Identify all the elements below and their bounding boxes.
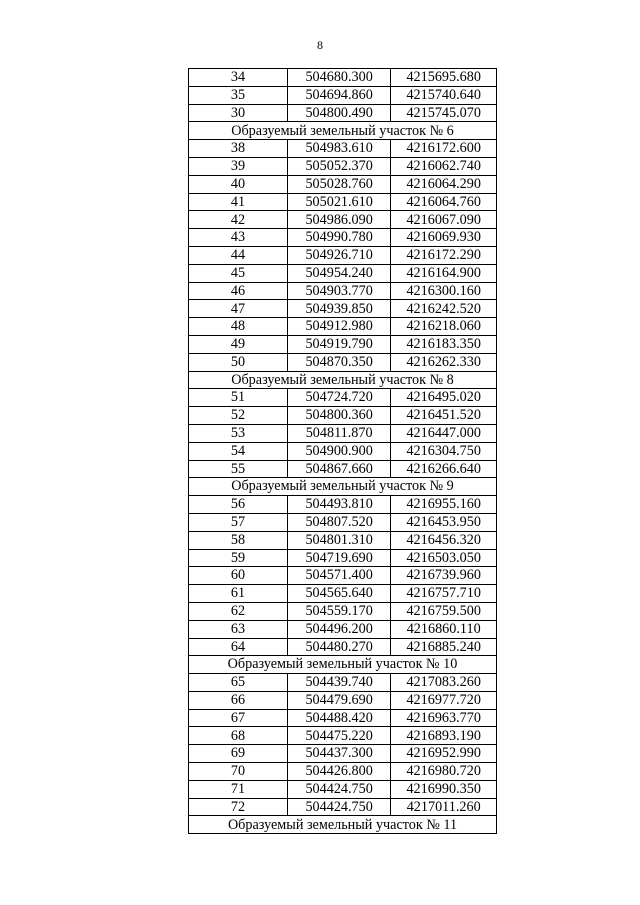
x-coordinate-cell: 504680.300 xyxy=(287,69,391,87)
y-coordinate-cell: 4216172.290 xyxy=(391,246,497,264)
section-header-row xyxy=(189,816,497,834)
x-coordinate-cell: 504571.400 xyxy=(287,567,391,585)
x-coordinate-cell: 504912.980 xyxy=(287,318,391,336)
section-header-row xyxy=(189,478,497,496)
y-coordinate-cell: 4216304.750 xyxy=(391,442,497,460)
table-row xyxy=(189,318,497,336)
point-number-cell: 64 xyxy=(189,638,288,656)
point-number-cell: 72 xyxy=(189,798,288,816)
x-coordinate-cell: 504479.690 xyxy=(287,691,391,709)
x-coordinate-cell: 504719.690 xyxy=(287,549,391,567)
y-coordinate-cell: 4215740.640 xyxy=(391,86,497,104)
y-coordinate-cell: 4216069.930 xyxy=(391,229,497,247)
point-number-cell: 40 xyxy=(189,175,288,193)
point-number-cell: 56 xyxy=(189,496,288,514)
section-title: Образуемый земельный участок № 9 xyxy=(189,478,497,496)
y-coordinate-cell: 4216495.020 xyxy=(391,389,497,407)
table-row xyxy=(189,300,497,318)
point-number-cell: 66 xyxy=(189,691,288,709)
table-row xyxy=(189,442,497,460)
y-coordinate-cell: 4217011.260 xyxy=(391,798,497,816)
point-number-cell: 60 xyxy=(189,567,288,585)
table-row xyxy=(189,424,497,442)
table-row xyxy=(189,229,497,247)
table-row xyxy=(189,69,497,87)
x-coordinate-cell: 504496.200 xyxy=(287,620,391,638)
point-number-cell: 47 xyxy=(189,300,288,318)
y-coordinate-cell: 4216062.740 xyxy=(391,157,497,175)
section-header-row xyxy=(189,371,497,389)
table-row xyxy=(189,602,497,620)
y-coordinate-cell: 4216447.000 xyxy=(391,424,497,442)
point-number-cell: 52 xyxy=(189,407,288,425)
y-coordinate-cell: 4216453.950 xyxy=(391,513,497,531)
x-coordinate-cell: 504424.750 xyxy=(287,798,391,816)
x-coordinate-cell: 504990.780 xyxy=(287,229,391,247)
point-number-cell: 62 xyxy=(189,602,288,620)
table-row xyxy=(189,513,497,531)
point-number-cell: 43 xyxy=(189,229,288,247)
y-coordinate-cell: 4216064.290 xyxy=(391,175,497,193)
table-row xyxy=(189,531,497,549)
table-row xyxy=(189,282,497,300)
point-number-cell: 44 xyxy=(189,246,288,264)
x-coordinate-cell: 504426.800 xyxy=(287,763,391,781)
x-coordinate-cell: 504983.610 xyxy=(287,140,391,158)
table-row xyxy=(189,264,497,282)
x-coordinate-cell: 504900.900 xyxy=(287,442,391,460)
y-coordinate-cell: 4216759.500 xyxy=(391,602,497,620)
table-row xyxy=(189,638,497,656)
table-row xyxy=(189,691,497,709)
point-number-cell: 45 xyxy=(189,264,288,282)
y-coordinate-cell: 4216172.600 xyxy=(391,140,497,158)
section-title: Образуемый земельный участок № 11 xyxy=(189,816,497,834)
point-number-cell: 53 xyxy=(189,424,288,442)
table-row xyxy=(189,460,497,478)
x-coordinate-cell: 504811.870 xyxy=(287,424,391,442)
y-coordinate-cell: 4216739.960 xyxy=(391,567,497,585)
point-number-cell: 49 xyxy=(189,335,288,353)
point-number-cell: 63 xyxy=(189,620,288,638)
y-coordinate-cell: 4216242.520 xyxy=(391,300,497,318)
x-coordinate-cell: 504926.710 xyxy=(287,246,391,264)
table-row xyxy=(189,620,497,638)
x-coordinate-cell: 504493.810 xyxy=(287,496,391,514)
section-header-row xyxy=(189,122,497,140)
point-number-cell: 50 xyxy=(189,353,288,371)
y-coordinate-cell: 4216218.060 xyxy=(391,318,497,336)
x-coordinate-cell: 504807.520 xyxy=(287,513,391,531)
x-coordinate-cell: 504559.170 xyxy=(287,602,391,620)
y-coordinate-cell: 4216952.990 xyxy=(391,745,497,763)
section-header-row xyxy=(189,656,497,674)
y-coordinate-cell: 4216183.350 xyxy=(391,335,497,353)
table-row xyxy=(189,353,497,371)
y-coordinate-cell: 4216757.710 xyxy=(391,585,497,603)
point-number-cell: 34 xyxy=(189,69,288,87)
table-row xyxy=(189,709,497,727)
y-coordinate-cell: 4216885.240 xyxy=(391,638,497,656)
y-coordinate-cell: 4216963.770 xyxy=(391,709,497,727)
page-number: 8 xyxy=(317,38,323,52)
point-number-cell: 46 xyxy=(189,282,288,300)
y-coordinate-cell: 4216164.900 xyxy=(391,264,497,282)
x-coordinate-cell: 504565.640 xyxy=(287,585,391,603)
table-row xyxy=(189,727,497,745)
y-coordinate-cell: 4216860.110 xyxy=(391,620,497,638)
x-coordinate-cell: 504480.270 xyxy=(287,638,391,656)
table-row xyxy=(189,335,497,353)
point-number-cell: 54 xyxy=(189,442,288,460)
point-number-cell: 41 xyxy=(189,193,288,211)
point-number-cell: 38 xyxy=(189,140,288,158)
point-number-cell: 48 xyxy=(189,318,288,336)
y-coordinate-cell: 4216266.640 xyxy=(391,460,497,478)
table-row xyxy=(189,175,497,193)
table-row xyxy=(189,211,497,229)
table-row xyxy=(189,585,497,603)
y-coordinate-cell: 4216064.760 xyxy=(391,193,497,211)
point-number-cell: 70 xyxy=(189,763,288,781)
y-coordinate-cell: 4216456.320 xyxy=(391,531,497,549)
y-coordinate-cell: 4215695.680 xyxy=(391,69,497,87)
x-coordinate-cell: 504439.740 xyxy=(287,674,391,692)
table-row xyxy=(189,140,497,158)
table-row xyxy=(189,407,497,425)
x-coordinate-cell: 504800.490 xyxy=(287,104,391,122)
x-coordinate-cell: 505021.610 xyxy=(287,193,391,211)
y-coordinate-cell: 4216503.050 xyxy=(391,549,497,567)
table-row xyxy=(189,389,497,407)
y-coordinate-cell: 4216977.720 xyxy=(391,691,497,709)
point-number-cell: 61 xyxy=(189,585,288,603)
point-number-cell: 65 xyxy=(189,674,288,692)
y-coordinate-cell: 4216300.160 xyxy=(391,282,497,300)
x-coordinate-cell: 504870.350 xyxy=(287,353,391,371)
y-coordinate-cell: 4217083.260 xyxy=(391,674,497,692)
point-number-cell: 51 xyxy=(189,389,288,407)
y-coordinate-cell: 4216955.160 xyxy=(391,496,497,514)
table-row xyxy=(189,549,497,567)
x-coordinate-cell: 504475.220 xyxy=(287,727,391,745)
point-number-cell: 35 xyxy=(189,86,288,104)
y-coordinate-cell: 4216262.330 xyxy=(391,353,497,371)
table-row xyxy=(189,780,497,798)
y-coordinate-cell: 4216067.090 xyxy=(391,211,497,229)
x-coordinate-cell: 504939.850 xyxy=(287,300,391,318)
coordinates-table-body xyxy=(189,69,497,834)
x-coordinate-cell: 505028.760 xyxy=(287,175,391,193)
point-number-cell: 71 xyxy=(189,780,288,798)
table-row xyxy=(189,157,497,175)
point-number-cell: 59 xyxy=(189,549,288,567)
y-coordinate-cell: 4216980.720 xyxy=(391,763,497,781)
table-row xyxy=(189,567,497,585)
y-coordinate-cell: 4216990.350 xyxy=(391,780,497,798)
y-coordinate-cell: 4216893.190 xyxy=(391,727,497,745)
point-number-cell: 68 xyxy=(189,727,288,745)
x-coordinate-cell: 504954.240 xyxy=(287,264,391,282)
table-row xyxy=(189,86,497,104)
point-number-cell: 39 xyxy=(189,157,288,175)
x-coordinate-cell: 504986.090 xyxy=(287,211,391,229)
x-coordinate-cell: 505052.370 xyxy=(287,157,391,175)
point-number-cell: 42 xyxy=(189,211,288,229)
table-row xyxy=(189,763,497,781)
section-title: Образуемый земельный участок № 10 xyxy=(189,656,497,674)
point-number-cell: 57 xyxy=(189,513,288,531)
point-number-cell: 30 xyxy=(189,104,288,122)
table-row xyxy=(189,674,497,692)
x-coordinate-cell: 504801.310 xyxy=(287,531,391,549)
x-coordinate-cell: 504437.300 xyxy=(287,745,391,763)
point-number-cell: 58 xyxy=(189,531,288,549)
x-coordinate-cell: 504694.860 xyxy=(287,86,391,104)
section-title: Образуемый земельный участок № 6 xyxy=(189,122,497,140)
x-coordinate-cell: 504903.770 xyxy=(287,282,391,300)
table-row xyxy=(189,193,497,211)
point-number-cell: 69 xyxy=(189,745,288,763)
coordinates-table xyxy=(188,68,497,834)
table-row xyxy=(189,798,497,816)
x-coordinate-cell: 504424.750 xyxy=(287,780,391,798)
x-coordinate-cell: 504800.360 xyxy=(287,407,391,425)
point-number-cell: 55 xyxy=(189,460,288,478)
table-row xyxy=(189,496,497,514)
table-row xyxy=(189,104,497,122)
x-coordinate-cell: 504488.420 xyxy=(287,709,391,727)
table-row xyxy=(189,745,497,763)
section-title: Образуемый земельный участок № 8 xyxy=(189,371,497,389)
y-coordinate-cell: 4215745.070 xyxy=(391,104,497,122)
x-coordinate-cell: 504867.660 xyxy=(287,460,391,478)
point-number-cell: 67 xyxy=(189,709,288,727)
table-row xyxy=(189,246,497,264)
x-coordinate-cell: 504724.720 xyxy=(287,389,391,407)
y-coordinate-cell: 4216451.520 xyxy=(391,407,497,425)
x-coordinate-cell: 504919.790 xyxy=(287,335,391,353)
